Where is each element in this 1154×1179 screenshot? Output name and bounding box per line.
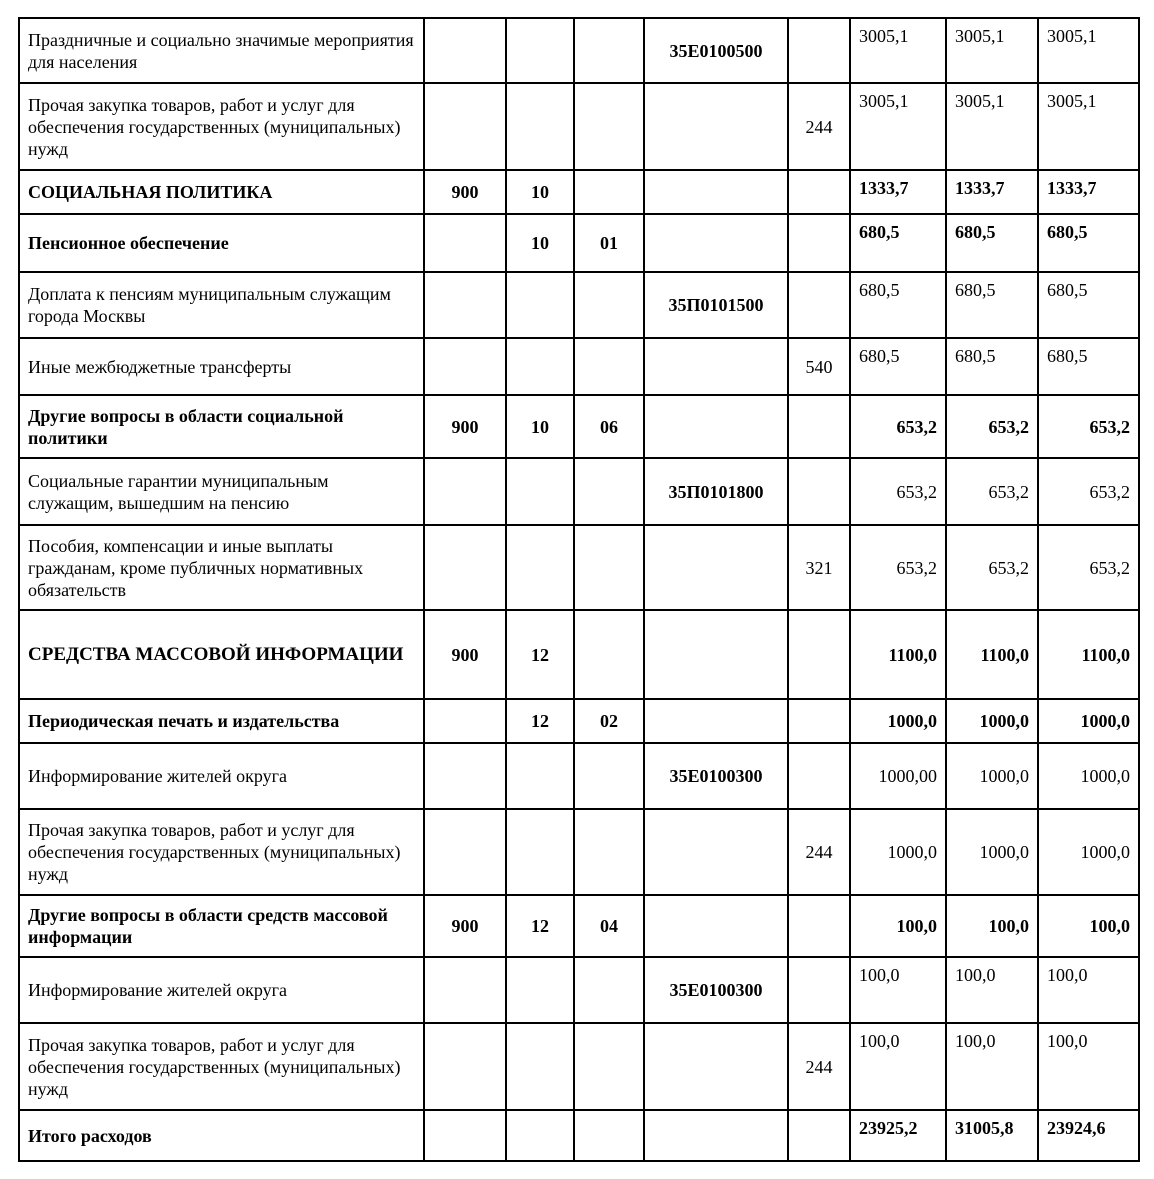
- row-name: Прочая закупка товаров, работ и услуг для обеспечения государственных (муниципальных) нужд: [19, 83, 424, 170]
- target-article-cell: [644, 809, 788, 895]
- grbs-cell: [424, 83, 506, 170]
- row-name: СОЦИАЛЬНАЯ ПОЛИТИКА: [19, 170, 424, 214]
- grbs-cell: 900: [424, 395, 506, 458]
- amount-year-3: 653,2: [1038, 458, 1139, 525]
- expense-type-cell: [788, 957, 850, 1023]
- table-row: [19, 743, 1139, 809]
- row-name: СРЕДСТВА МАССОВОЙ ИНФОРМАЦИИ: [19, 610, 424, 699]
- table-row: [19, 458, 1139, 525]
- expense-type-cell: [788, 170, 850, 214]
- table-row: [19, 525, 1139, 610]
- subsection-cell: 02: [574, 699, 644, 743]
- total-year-3: 23924,6: [1038, 1110, 1139, 1161]
- row-name: Периодическая печать и издательства: [19, 699, 424, 743]
- target-article-cell: [644, 395, 788, 458]
- grbs-cell: [424, 1110, 506, 1161]
- table-row: [19, 699, 1139, 743]
- grbs-cell: 900: [424, 895, 506, 957]
- row-name: Прочая закупка товаров, работ и услуг для обеспечения государственных (муниципальных) нужд: [19, 809, 424, 895]
- amount-year-3: 680,5: [1038, 272, 1139, 338]
- section-cell: [506, 743, 574, 809]
- section-cell: 10: [506, 214, 574, 272]
- amount-year-1: 680,5: [850, 338, 946, 395]
- expense-type-cell: 244: [788, 809, 850, 895]
- subsection-cell: [574, 743, 644, 809]
- target-article-cell: [644, 338, 788, 395]
- amount-year-3: 100,0: [1038, 1023, 1139, 1110]
- table-row: [19, 83, 1139, 170]
- amount-year-2: 100,0: [946, 957, 1038, 1023]
- section-cell: 12: [506, 610, 574, 699]
- amount-year-3: 1333,7: [1038, 170, 1139, 214]
- amount-year-1: 1333,7: [850, 170, 946, 214]
- grbs-cell: [424, 957, 506, 1023]
- row-name: Прочая закупка товаров, работ и услуг для обеспечения государственных (муниципальных) нужд: [19, 1023, 424, 1110]
- amount-year-1: 1000,0: [850, 699, 946, 743]
- expense-type-cell: [788, 1110, 850, 1161]
- row-name: Социальные гарантии муниципальным служащим, вышедшим на пенсию: [19, 458, 424, 525]
- grbs-cell: [424, 338, 506, 395]
- grbs-cell: [424, 1023, 506, 1110]
- target-article-cell: [644, 895, 788, 957]
- amount-year-2: 680,5: [946, 338, 1038, 395]
- amount-year-3: 3005,1: [1038, 18, 1139, 83]
- amount-year-1: 100,0: [850, 957, 946, 1023]
- grbs-cell: [424, 272, 506, 338]
- row-name: Пособия, компенсации и иные выплаты гражданам, кроме публичных нормативных обязательств: [19, 525, 424, 610]
- row-name: Другие вопросы в области социальной политики: [19, 395, 424, 458]
- amount-year-2: 3005,1: [946, 83, 1038, 170]
- table-row: [19, 957, 1139, 1023]
- section-cell: [506, 458, 574, 525]
- expense-type-cell: 321: [788, 525, 850, 610]
- section-cell: [506, 525, 574, 610]
- subsection-cell: [574, 458, 644, 525]
- section-cell: [506, 809, 574, 895]
- amount-year-1: 653,2: [850, 458, 946, 525]
- expense-type-cell: [788, 18, 850, 83]
- amount-year-2: 680,5: [946, 214, 1038, 272]
- section-cell: [506, 272, 574, 338]
- section-cell: [506, 18, 574, 83]
- budget-table: [18, 17, 1140, 1162]
- amount-year-2: 1000,0: [946, 809, 1038, 895]
- grbs-cell: 900: [424, 170, 506, 214]
- grbs-cell: [424, 699, 506, 743]
- section-cell: [506, 338, 574, 395]
- target-article-cell: [644, 170, 788, 214]
- expense-type-cell: [788, 395, 850, 458]
- target-article-cell: [644, 214, 788, 272]
- expense-type-cell: 244: [788, 83, 850, 170]
- subsection-cell: [574, 272, 644, 338]
- amount-year-1: 653,2: [850, 525, 946, 610]
- table-row: [19, 272, 1139, 338]
- amount-year-2: 1100,0: [946, 610, 1038, 699]
- section-cell: [506, 1110, 574, 1161]
- grbs-cell: [424, 809, 506, 895]
- expense-type-cell: [788, 214, 850, 272]
- table-row: [19, 338, 1139, 395]
- amount-year-3: 653,2: [1038, 525, 1139, 610]
- expense-type-cell: [788, 895, 850, 957]
- subsection-cell: [574, 1023, 644, 1110]
- amount-year-3: 1100,0: [1038, 610, 1139, 699]
- grbs-cell: [424, 214, 506, 272]
- subsection-cell: [574, 809, 644, 895]
- subsection-cell: [574, 338, 644, 395]
- expense-type-cell: [788, 610, 850, 699]
- section-cell: 12: [506, 895, 574, 957]
- grbs-cell: [424, 743, 506, 809]
- subsection-cell: [574, 18, 644, 83]
- table-row: [19, 1023, 1139, 1110]
- amount-year-1: 1100,0: [850, 610, 946, 699]
- table-row: [19, 809, 1139, 895]
- amount-year-3: 3005,1: [1038, 83, 1139, 170]
- amount-year-2: 1000,0: [946, 699, 1038, 743]
- subsection-cell: 04: [574, 895, 644, 957]
- expense-type-cell: [788, 458, 850, 525]
- expense-type-cell: [788, 743, 850, 809]
- amount-year-2: 653,2: [946, 458, 1038, 525]
- amount-year-3: 680,5: [1038, 214, 1139, 272]
- target-article-cell: [644, 1110, 788, 1161]
- amount-year-2: 1000,0: [946, 743, 1038, 809]
- amount-year-1: 653,2: [850, 395, 946, 458]
- section-cell: 10: [506, 170, 574, 214]
- target-article-cell: 35П0101800: [644, 458, 788, 525]
- subsection-cell: [574, 170, 644, 214]
- amount-year-1: 3005,1: [850, 83, 946, 170]
- amount-year-1: 3005,1: [850, 18, 946, 83]
- grbs-cell: 900: [424, 610, 506, 699]
- row-name: Информирование жителей округа: [19, 957, 424, 1023]
- section-cell: 10: [506, 395, 574, 458]
- target-article-cell: [644, 699, 788, 743]
- subsection-cell: [574, 610, 644, 699]
- amount-year-1: 100,0: [850, 895, 946, 957]
- target-article-cell: [644, 525, 788, 610]
- amount-year-2: 1333,7: [946, 170, 1038, 214]
- subsection-cell: [574, 957, 644, 1023]
- row-name: Иные межбюджетные трансферты: [19, 338, 424, 395]
- amount-year-2: 100,0: [946, 895, 1038, 957]
- total-row: [19, 1110, 1139, 1161]
- row-name: Пенсионное обеспечение: [19, 214, 424, 272]
- target-article-cell: [644, 610, 788, 699]
- subsection-cell: [574, 525, 644, 610]
- amount-year-2: 653,2: [946, 395, 1038, 458]
- amount-year-3: 100,0: [1038, 895, 1139, 957]
- amount-year-3: 1000,0: [1038, 743, 1139, 809]
- section-cell: 12: [506, 699, 574, 743]
- total-year-1: 23925,2: [850, 1110, 946, 1161]
- target-article-cell: 35Е0100300: [644, 743, 788, 809]
- amount-year-1: 1000,0: [850, 809, 946, 895]
- amount-year-3: 100,0: [1038, 957, 1139, 1023]
- table-row: [19, 170, 1139, 214]
- subsection-cell: 01: [574, 214, 644, 272]
- grbs-cell: [424, 525, 506, 610]
- target-article-cell: 35Е0100500: [644, 18, 788, 83]
- amount-year-2: 3005,1: [946, 18, 1038, 83]
- section-cell: [506, 957, 574, 1023]
- grbs-cell: [424, 18, 506, 83]
- subsection-cell: [574, 83, 644, 170]
- amount-year-2: 680,5: [946, 272, 1038, 338]
- section-cell: [506, 83, 574, 170]
- subsection-cell: [574, 1110, 644, 1161]
- amount-year-1: 100,0: [850, 1023, 946, 1110]
- amount-year-3: 1000,0: [1038, 809, 1139, 895]
- amount-year-2: 100,0: [946, 1023, 1038, 1110]
- row-name: Праздничные и социально значимые мероприятия для населения: [19, 18, 424, 83]
- table-row: [19, 18, 1139, 83]
- row-name: Доплата к пенсиям муниципальным служащим города Москвы: [19, 272, 424, 338]
- table-row: [19, 895, 1139, 957]
- target-article-cell: [644, 83, 788, 170]
- target-article-cell: [644, 1023, 788, 1110]
- row-name: Другие вопросы в области средств массовой информации: [19, 895, 424, 957]
- expense-type-cell: 540: [788, 338, 850, 395]
- amount-year-1: 1000,00: [850, 743, 946, 809]
- target-article-cell: 35Е0100300: [644, 957, 788, 1023]
- subsection-cell: 06: [574, 395, 644, 458]
- table-row: [19, 214, 1139, 272]
- expense-type-cell: [788, 272, 850, 338]
- section-cell: [506, 1023, 574, 1110]
- amount-year-1: 680,5: [850, 272, 946, 338]
- target-article-cell: 35П0101500: [644, 272, 788, 338]
- amount-year-3: 680,5: [1038, 338, 1139, 395]
- total-year-2: 31005,8: [946, 1110, 1038, 1161]
- amount-year-3: 653,2: [1038, 395, 1139, 458]
- table-row: [19, 395, 1139, 458]
- total-label: Итого расходов: [19, 1110, 424, 1161]
- expense-type-cell: [788, 699, 850, 743]
- table-row: [19, 610, 1139, 699]
- amount-year-1: 680,5: [850, 214, 946, 272]
- expense-type-cell: 244: [788, 1023, 850, 1110]
- amount-year-3: 1000,0: [1038, 699, 1139, 743]
- grbs-cell: [424, 458, 506, 525]
- row-name: Информирование жителей округа: [19, 743, 424, 809]
- amount-year-2: 653,2: [946, 525, 1038, 610]
